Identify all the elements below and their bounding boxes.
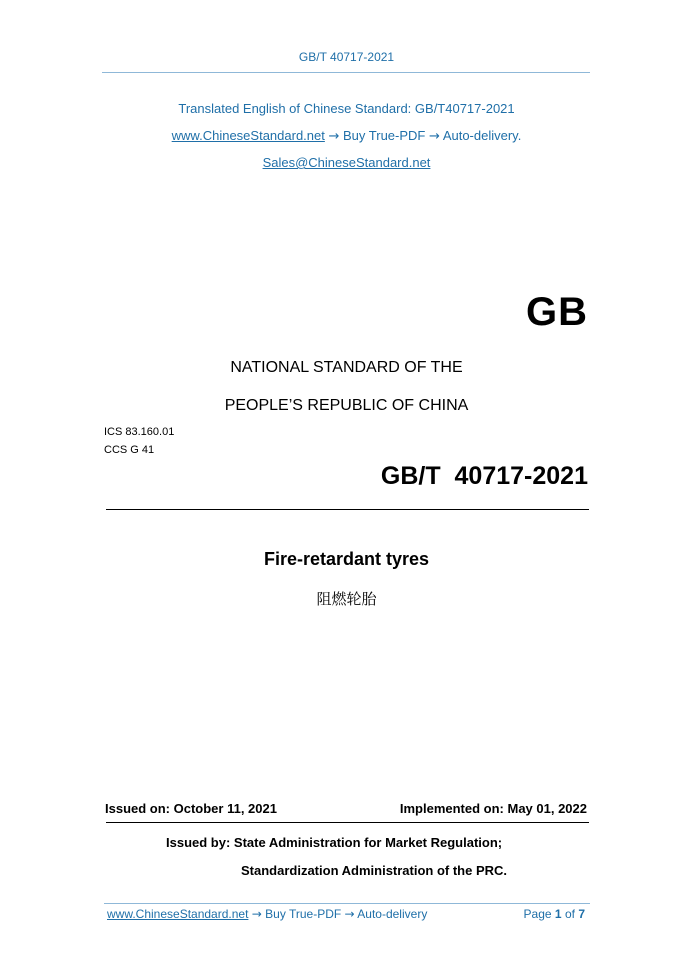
page-label: Page [523,907,552,921]
arrow-right-icon: → [344,907,355,921]
standard-divider [106,509,589,510]
standard-number: GB/T 40717-2021 [380,462,588,490]
issued-on: Issued on: October 11, 2021 [105,801,277,816]
arrow-right-icon: → [429,129,440,144]
issued-by-line2: Standardization Administration of the PRC. [241,863,508,878]
footer-auto-delivery-text: Auto-delivery [357,907,428,921]
auto-delivery-text: Auto-delivery. [442,128,522,143]
buy-text: Buy True-PDF [343,128,426,143]
arrow-right-icon: → [328,129,340,144]
national-standard-line2: PEOPLE’S REPUBLIC OF CHINA [224,397,469,414]
title-chinese: 阻燃轮胎 [316,590,377,608]
page-total: 7 [578,907,585,921]
of-label: of [564,907,575,921]
gb-logo: GB [526,290,588,334]
footer-site-link[interactable]: www.ChineseStandard.net [107,907,249,921]
ics-code: ICS 83.160.01 [104,426,175,438]
footer-promo [107,907,427,921]
national-standard-line1: NATIONAL STANDARD OF THE [230,359,463,376]
title-english: Fire-retardant tyres [263,549,430,569]
ccs-code: CCS G 41 [104,444,155,456]
promo-line [0,128,693,144]
dates-divider [106,822,589,823]
page-indicator [524,907,585,921]
site-link[interactable]: www.ChineseStandard.net [171,128,325,143]
translation-notice: Translated English of Chinese Standard: GB/T40717-2021 [178,101,515,116]
footer-divider [104,903,590,904]
email-link[interactable]: Sales@ChineseStandard.net [262,155,431,170]
issued-by-line1: Issued by: State Administration for Market Regulation; [166,835,503,850]
page-number: 1 [554,907,562,921]
arrow-right-icon: → [251,907,262,921]
implemented-on: Implemented on: May 01, 2022 [399,801,587,816]
running-header: GB/T 40717-2021 [298,50,395,64]
footer-buy-text: Buy True-PDF [265,907,342,921]
header-divider [102,72,590,73]
